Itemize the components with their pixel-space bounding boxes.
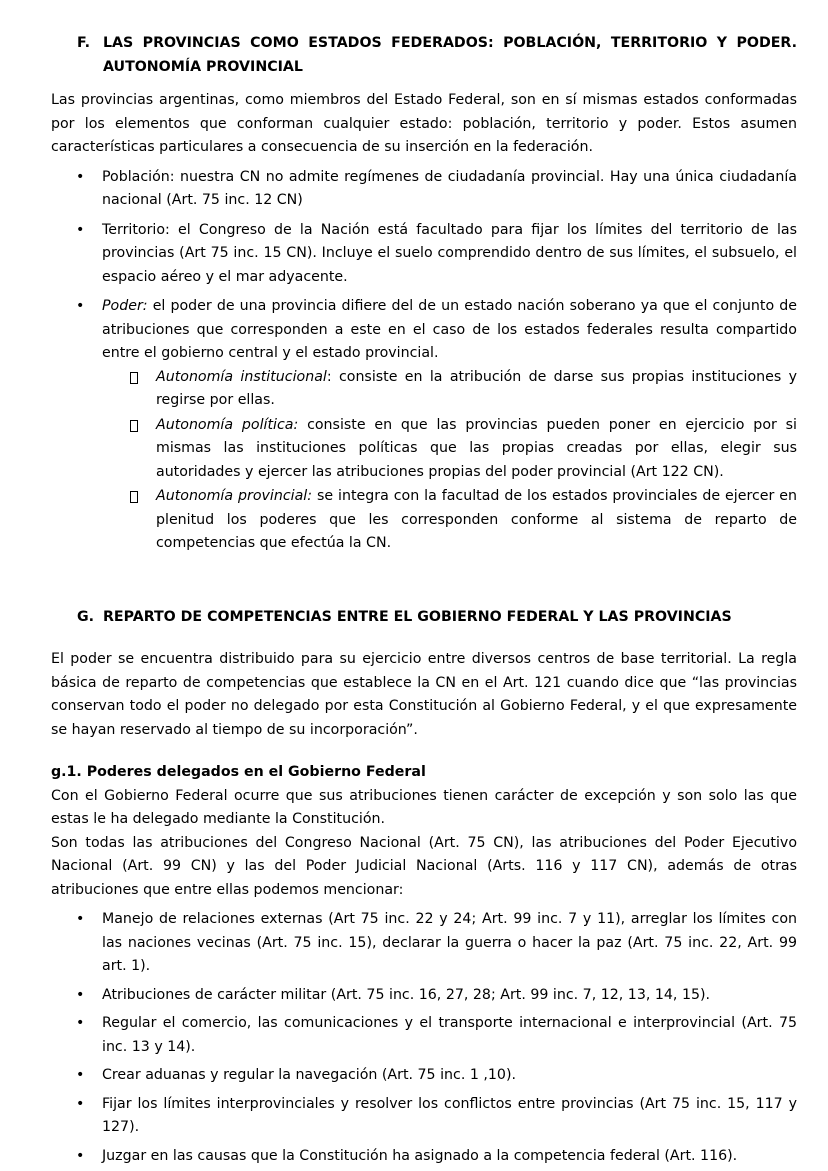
sub-bullet-term: Autonomía política: bbox=[156, 416, 299, 433]
bullet-icon: • bbox=[76, 221, 85, 238]
list-item bbox=[51, 1012, 797, 1059]
list-item bbox=[51, 1064, 797, 1088]
bullet-text: Atribuciones de carácter militar (Art. 75 inc. 16, 27, 28; Art. 99 inc. 7, 12, 13, 14, 15). bbox=[102, 986, 711, 1003]
sub-list-item bbox=[51, 366, 797, 413]
bullet-icon: • bbox=[76, 168, 85, 185]
list-item bbox=[51, 166, 797, 213]
sub-bullet-text bbox=[156, 414, 797, 485]
autonomy-sub-list bbox=[102, 366, 797, 556]
subsection-g1-para2: Son todas las atribuciones del Congreso Nacional (Art. 75 CN), las atribuciones del Poder Ejecutivo Nacional (Art. 99 CN) y las del Poder Judicial Nacional (Arts. 116 y 117 CN), además de otras atribuciones que entre ellas podemos mencionar: bbox=[51, 834, 797, 898]
section-f-title: LAS PROVINCIAS COMO ESTADOS FEDERADOS: POBLACIÓN, TERRITORIO Y PODER. AUTONOMÍA PROVINCIAL bbox=[103, 35, 797, 75]
list-item bbox=[51, 908, 797, 979]
bullet-text: Crear aduanas y regular la navegación (Art. 75 inc. 1 ,10). bbox=[102, 1067, 516, 1083]
bullet-icon: • bbox=[76, 986, 85, 1003]
list-item bbox=[51, 1093, 797, 1140]
section-f-intro: Las provincias argentinas, como miembros del Estado Federal, son en sí mismas estados conformadas por los elementos que conforman cualquier estado: población, territorio y poder. Estos asumen características particulares a consecuencia de su inserción en la federación. bbox=[51, 92, 797, 155]
section-f-heading bbox=[51, 32, 797, 79]
section-g-title: REPARTO DE COMPETENCIAS ENTRE EL GOBIERNO FEDERAL Y LAS PROVINCIAS bbox=[103, 608, 732, 625]
subsection-g1-para1: Con el Gobierno Federal ocurre que sus atribuciones tienen carácter de excepción y son solo las que estas le ha delegado mediante la Constitución. bbox=[51, 787, 797, 827]
bullet-icon: • bbox=[76, 1095, 85, 1112]
section-g-letter: G. bbox=[77, 608, 95, 625]
bullet-text: Fijar los límites interprovinciales y resolver los conflictos entre provincias (Art 75 inc. 15, 117 y 127). bbox=[102, 1095, 797, 1135]
bullet-text: Población: nuestra CN no admite regímenes de ciudadanía provincial. Hay una única ciudadanía nacional (Art. 75 inc. 12 CN) bbox=[102, 168, 797, 208]
subsection-g1-bullet-list bbox=[51, 908, 797, 1168]
square-bullet-icon bbox=[130, 491, 138, 503]
bullet-icon: • bbox=[76, 1147, 85, 1164]
bullet-text: Manejo de relaciones externas (Art 75 inc. 22 y 24; Art. 99 inc. 7 y 11), arreglar los límites con las naciones vecinas (Art. 75 inc. 15), declarar la guerra o hacer la paz (Art. 75 inc. 22, Art. 99 art. 1). bbox=[102, 911, 797, 974]
bullet-icon: • bbox=[76, 911, 85, 927]
sub-bullet-term: Autonomía institucional bbox=[156, 368, 327, 385]
sub-bullet-term: Autonomía provincial: bbox=[156, 488, 313, 504]
sub-bullet-text bbox=[156, 366, 797, 413]
section-g-heading bbox=[51, 606, 797, 630]
sub-bullet-body: se integra con la facultad de los estados provinciales de ejercer en plenitud los poderes que les corresponden conforme al sistema de reparto de competencias que efectúa la CN. bbox=[156, 488, 798, 551]
sub-bullet-body: consiste en que las provincias pueden poner en ejercicio por si mismas las instituciones políticas que las propias creadas por ellas, elegir sus autoridades y ejercer las atribuciones propias del poder provincial (Art 122 CN). bbox=[156, 416, 797, 480]
list-item bbox=[51, 295, 797, 556]
sub-list-item bbox=[51, 414, 797, 485]
square-bullet-icon bbox=[130, 372, 138, 384]
bullet-icon: • bbox=[76, 1015, 85, 1031]
section-f-letter: F. bbox=[77, 35, 90, 51]
bullet-text bbox=[102, 295, 797, 366]
section-f-bullet-list bbox=[51, 166, 797, 556]
subsection-g1-title: g.1. Poderes delegados en el Gobierno Federal bbox=[51, 764, 426, 780]
square-bullet-icon bbox=[130, 420, 138, 432]
bullet-text: Regular el comercio, las comunicaciones y el transporte internacional e interprovincial (Art. 75 inc. 13 y 14). bbox=[102, 1015, 797, 1055]
bullet-body: el poder de una provincia difiere del de un estado nación soberano ya que el conjunto de atribuciones que corresponden a este en el caso de los estados federales resulta compartido entre el gobierno central y el estado provincial. bbox=[102, 298, 797, 361]
bullet-text: Juzgar en las causas que la Constitución ha asignado a la competencia federal (Art. 116). bbox=[102, 1147, 738, 1164]
bullet-term: Poder: bbox=[102, 298, 148, 314]
bullet-text: Territorio: el Congreso de la Nación está facultado para fijar los límites del territorio de las provincias (Art 75 inc. 15 CN). Incluye el suelo comprendido dentro de sus límites, el subsuelo, el espacio aéreo y el mar adyacente. bbox=[102, 221, 797, 285]
sub-bullet-text bbox=[156, 485, 797, 556]
sub-bullet-body: : consiste en la atribución de darse sus propias instituciones y regirse por ellas. bbox=[156, 368, 797, 408]
list-item bbox=[51, 984, 797, 1008]
list-item bbox=[51, 1145, 797, 1169]
bullet-icon: • bbox=[76, 1067, 85, 1083]
list-item bbox=[51, 219, 797, 290]
section-g-intro: El poder se encuentra distribuido para su ejercicio entre diversos centros de base territorial. La regla básica de reparto de competencias que establece la CN en el Art. 121 cuando dice que “las provincias conservan todo el poder no delegado por esta Constitución al Gobierno Federal, y el que expresamente se hayan reservado al tiempo de su incorporación”. bbox=[51, 651, 797, 738]
sub-list-item bbox=[51, 485, 797, 556]
document-page bbox=[51, 32, 797, 1168]
bullet-icon: • bbox=[76, 298, 85, 314]
